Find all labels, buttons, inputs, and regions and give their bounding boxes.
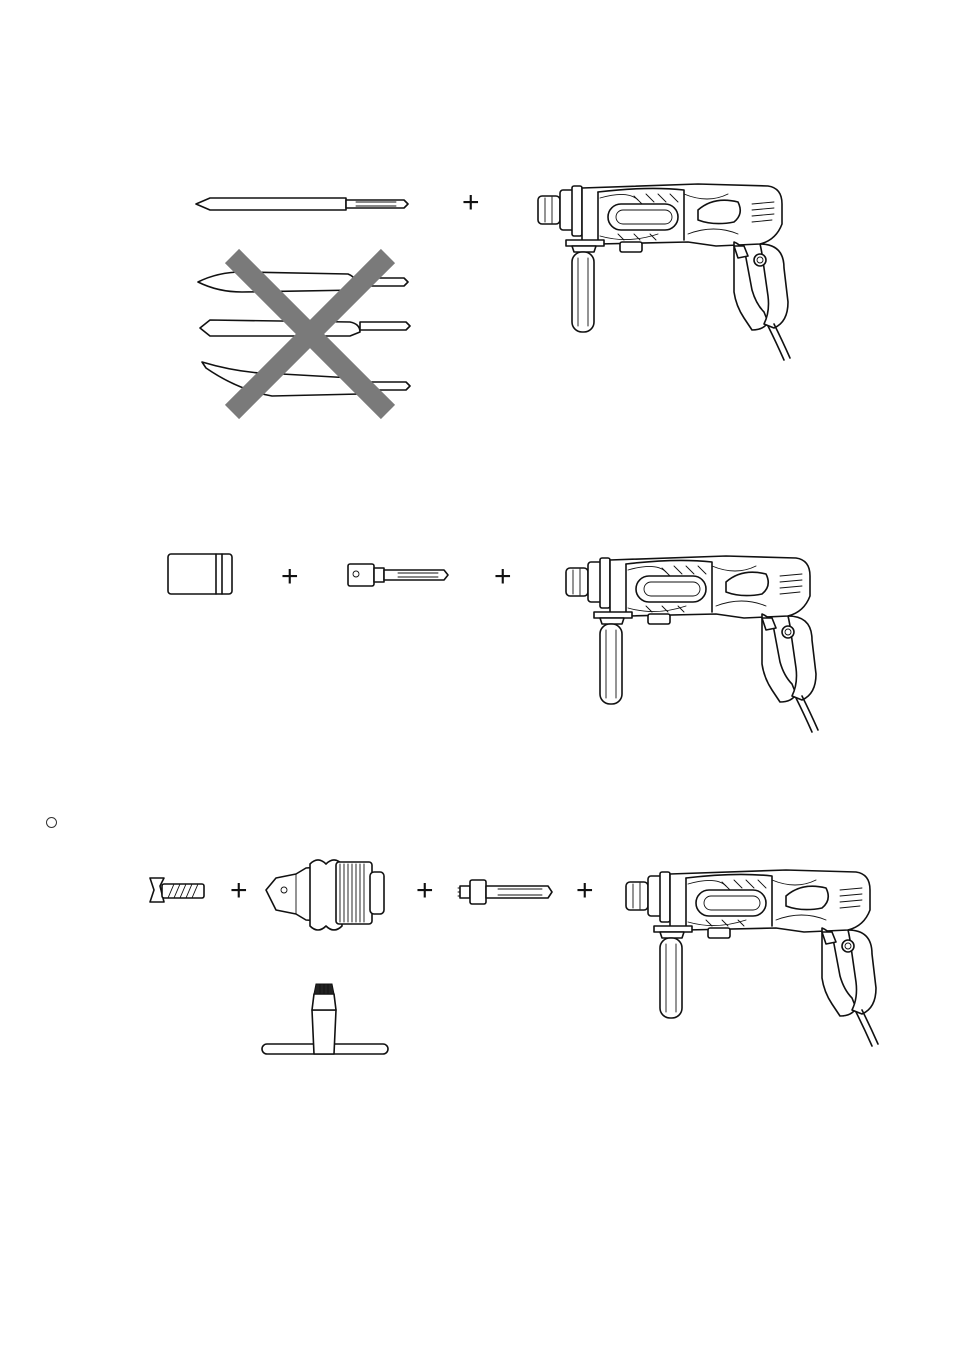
chuck-key-icon — [262, 984, 388, 1054]
drill-chuck-icon — [266, 860, 384, 930]
plus-sign-2: + — [281, 560, 299, 593]
plus-sign-4: + — [230, 874, 248, 907]
chuck-screw-icon — [150, 878, 204, 902]
plus-sign-6: + — [576, 874, 594, 907]
plus-sign-3: + — [494, 560, 512, 593]
plus-sign-5: + — [416, 874, 434, 907]
threaded-adapter-icon — [458, 880, 552, 904]
rotary-hammer-drill-3 — [626, 870, 878, 1046]
plus-sign-1: + — [462, 186, 480, 219]
